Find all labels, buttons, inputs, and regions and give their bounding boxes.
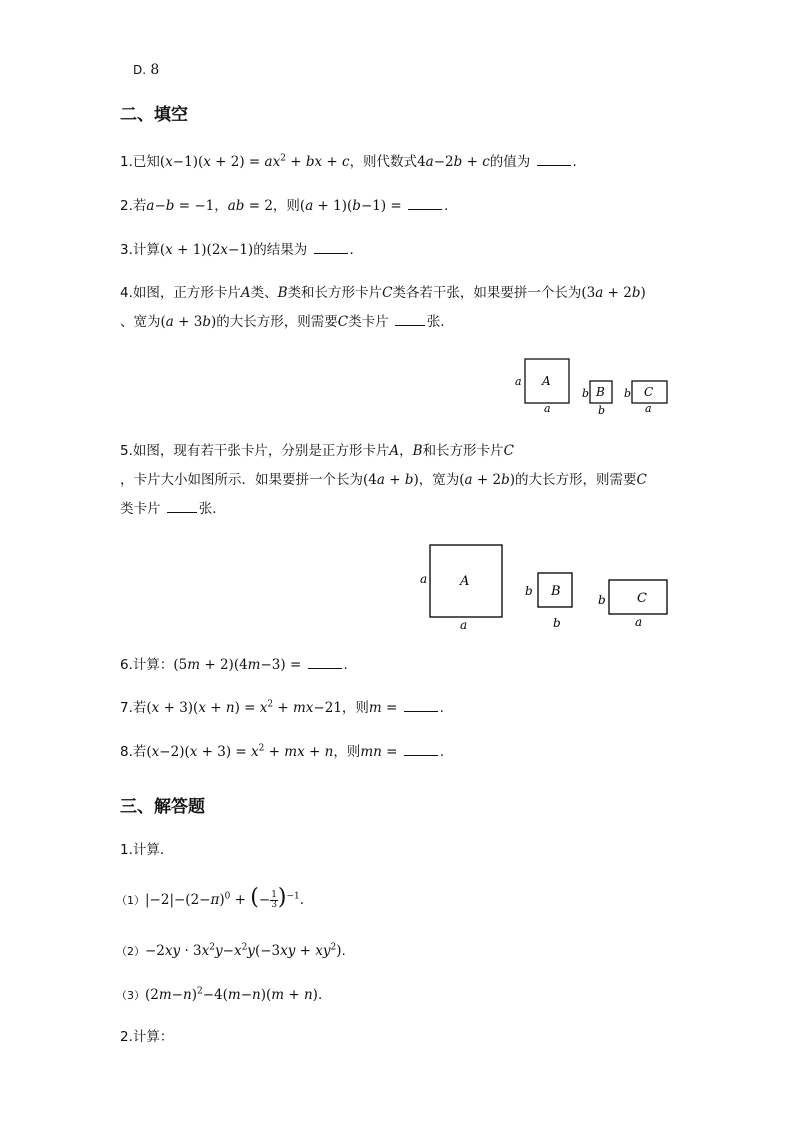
question-text: 计算： [132,1029,174,1045]
section-heading-answer: 三、解答题 [120,797,205,817]
question-text: ， [214,198,228,214]
fill-question-5-line3 [120,499,226,519]
fill-question-5-line2: ，卡片大小如图所示．如果要拼一个长为(4a + b)，宽为(a + 2b)的大长方形，则需要C [120,472,647,488]
side-label-b: b [553,616,561,630]
question-number: 1 [120,154,129,170]
question-text: 张． [198,501,226,517]
side-label-a: a [635,615,643,629]
question-number: 2 [120,1029,129,1045]
side-label-a: a [544,402,551,415]
side-label-a: a [515,375,522,388]
question-text: 若 [132,744,147,760]
question-number: 5 [120,443,129,459]
answer-blank[interactable] [404,743,438,756]
question-text: 和长方形卡片 [422,443,504,459]
fill-question-5-line1: 5.如图，现有若干张卡片，分别是正方形卡片A，B和长方形卡片C [120,443,514,459]
card-c-label: C [637,591,647,606]
part-label: （2） [116,945,145,958]
answer-question-2: 2.计算： [120,1029,174,1045]
fill-question-8: 8.若$(x-2)(x + 3) = x^2$ + mx + n，则mn = . [120,743,445,760]
question-text: 如图，正方形卡片 [132,285,241,301]
question-text: 的值为 [489,154,531,170]
question-text: 类、 [250,285,278,301]
part-label: （1） [116,894,145,907]
question-text: 计算： [132,657,174,673]
section-heading-fill: 二、填空 [120,105,188,125]
question-number: 7 [120,700,129,716]
answer-blank[interactable] [167,500,197,513]
question-text: ，卡片大小如图所示．如果要拼一个长为 [120,472,363,488]
fill-question-2: 2.若a−b = −1，ab = 2，则(a + 1)(b−1) = . [120,198,449,214]
question-text: 如图，现有若干张卡片，分别是正方形卡片 [132,443,390,459]
question-text: 的结果为 [253,242,308,258]
card-a-label: A [460,574,470,589]
question-text: 类各若干张，如果要拼一个长为 [392,285,582,301]
fill-question-3: 3.计算(x + 1)(2x−1)的结果为 . [120,242,354,258]
question-text: ，则代数式 [349,154,418,170]
question-text: ， [399,443,413,459]
question-text: 的大长方形，则需要 [216,314,338,330]
question-number: 6 [120,657,129,673]
question-text: 张． [426,314,454,330]
option-prefix: D. [133,63,147,77]
question-text: 的大长方形，则需要 [515,472,637,488]
answer-blank[interactable] [308,656,342,669]
option-d [133,60,159,80]
question-text: 已知 [132,154,160,170]
answer-part-3: $(3)(2m-n)^2-4(m-n)(m + n)$. [116,986,323,1003]
option-value: 8 [150,62,160,78]
answer-part-1: $(1)|-2|-(2-\pi)^0$ + (− $\frac{1}{3}$ )$^{-1}$. [116,885,305,910]
cards-figure-1 [508,352,678,418]
side-label-b: b [525,584,533,598]
question-number: 2 [120,198,129,214]
cards-figure-2 [414,538,676,634]
question-number: 1 [120,842,129,858]
fill-question-4-line2: 、宽为(a + 3b)的大长方形，则需要C类卡片 张． [120,314,454,330]
question-text: 类和长方形卡片 [287,285,383,301]
side-label-b: b [598,404,606,417]
question-text: ，则 [341,700,369,716]
fraction-one-third: $\frac{1}{3}$ [271,889,277,910]
question-text: 计算 [132,242,160,258]
fill-question-1: 1.已知$(x-1)(x + 2) = ax^2$ + bx + c，则代数式4a−2b + c的值为 . [120,153,577,170]
question-text: 若 [132,700,147,716]
side-label-b: b [624,387,632,400]
side-label-a: a [460,618,468,632]
side-label-b: b [598,593,606,607]
side-label-b: b [582,387,590,400]
fill-question-4-line1: 4.如图，正方形卡片A类、B类和长方形卡片C类各若干张，如果要拼一个长为(3a + 2b) [120,285,646,301]
question-number: 3 [120,242,129,258]
question-text: 类卡片 [348,314,389,330]
answer-question-1: 1.计算． [120,842,174,858]
question-text: 、宽为 [120,314,161,330]
answer-blank[interactable] [537,153,571,166]
question-text: ，宽为 [418,472,460,488]
question-text: ，则 [333,744,361,760]
card-c-label: C [644,385,654,399]
card-a-label: A [542,374,551,388]
answer-blank[interactable] [314,241,348,254]
fill-question-6: 6.计算：(5m + 2)(4m−3) = . [120,657,348,673]
question-text: 若 [132,198,147,214]
answer-part-2: $(2)-2xy \cdot 3x^2y-x^2y(-3xy + xy^2)$. [116,942,346,959]
part-label: （3） [116,989,145,1002]
card-b-label: B [551,584,561,599]
fill-question-7: 7.若$(x + 3)(x + n) = x^2 + mx-21$，则m = . [120,699,444,716]
question-text: ，则 [272,198,300,214]
answer-blank[interactable] [408,197,442,210]
question-number: 4 [120,285,129,301]
side-label-a: a [420,572,428,586]
side-label-a: a [645,402,652,415]
question-text: 计算． [132,842,174,858]
card-b-label: B [596,385,605,399]
question-text: 类卡片 [120,501,161,517]
question-number: 8 [120,744,129,760]
answer-blank[interactable] [404,699,438,712]
answer-blank[interactable] [395,313,425,326]
